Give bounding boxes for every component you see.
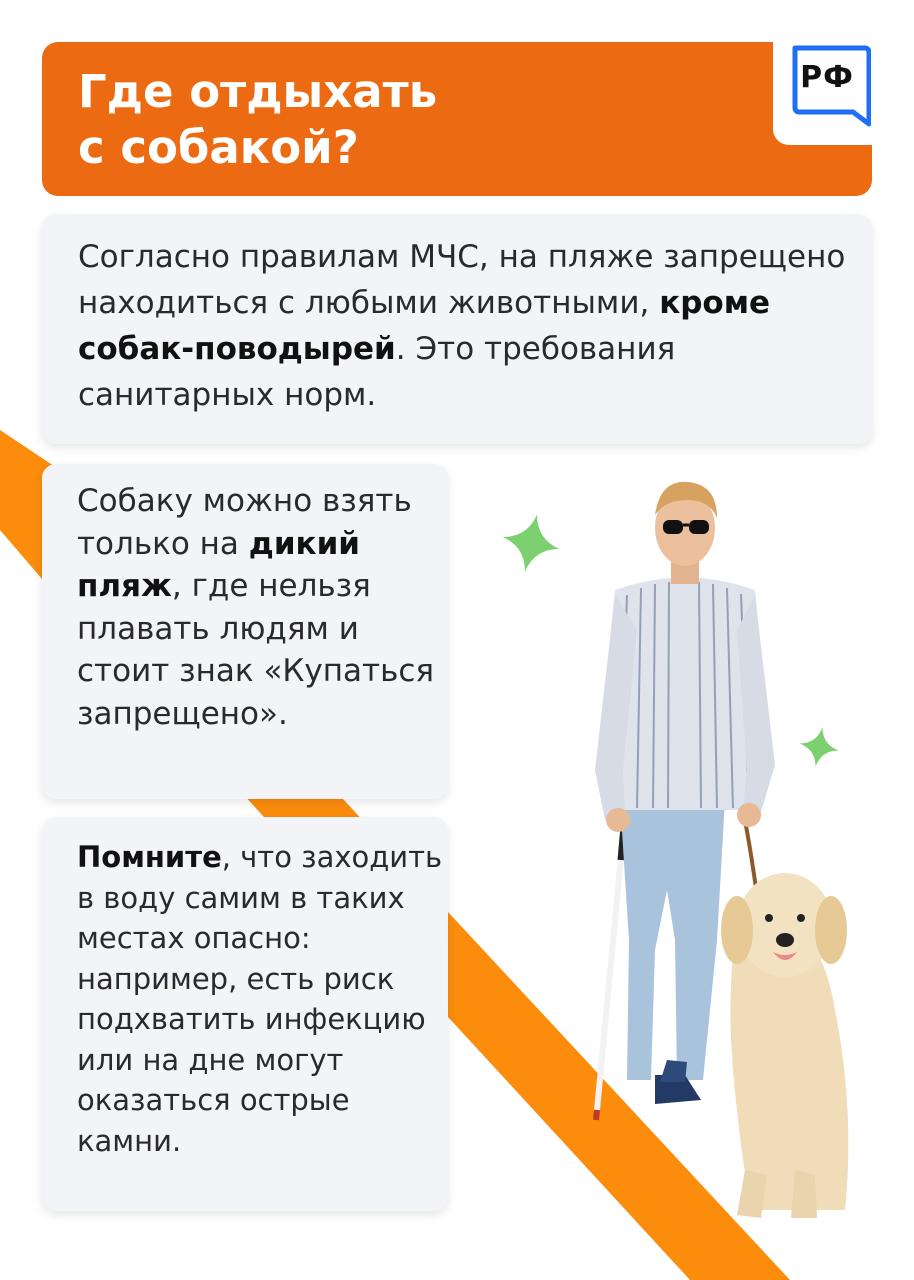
white-cane-icon xyxy=(596,815,625,1120)
page-title: Где отдыхать с собакой? xyxy=(78,65,438,174)
logo xyxy=(789,44,871,128)
wild-beach-text-start: Собаку можно взять только на xyxy=(77,483,412,562)
warning-text xyxy=(77,837,448,1161)
warning-highlight: Помните xyxy=(77,840,222,874)
beach-rule-highlight: кроме собак-поводырей xyxy=(78,285,771,367)
wild-beach-text-end: , где нельзя плавать людям и стоит знак «Купаться запрещено». xyxy=(77,568,435,732)
warning-text-body: , что заходить в воду самим в таких местах опасно: например, есть риск подхватить инфекцию или на дне могут оказаться острые камни. xyxy=(77,840,443,1158)
beach-rule-text-end: . Это требования санитарных норм. xyxy=(78,331,676,413)
man-with-guide-dog-photo xyxy=(455,470,895,1260)
logo-text: РФ xyxy=(800,60,854,95)
beach-rule-text xyxy=(78,234,872,418)
wild-beach-highlight: дикий пляж xyxy=(77,525,361,604)
beach-rule-text-start: Согласно правилам МЧС, на пляже запрещено находиться с любыми животными, xyxy=(78,239,846,321)
beach-rule-card xyxy=(42,214,872,444)
guide-dog-icon xyxy=(721,873,848,1218)
wild-beach-text xyxy=(77,480,448,735)
warning-card xyxy=(42,817,448,1211)
header-banner xyxy=(42,42,872,196)
wild-beach-card xyxy=(42,464,448,799)
